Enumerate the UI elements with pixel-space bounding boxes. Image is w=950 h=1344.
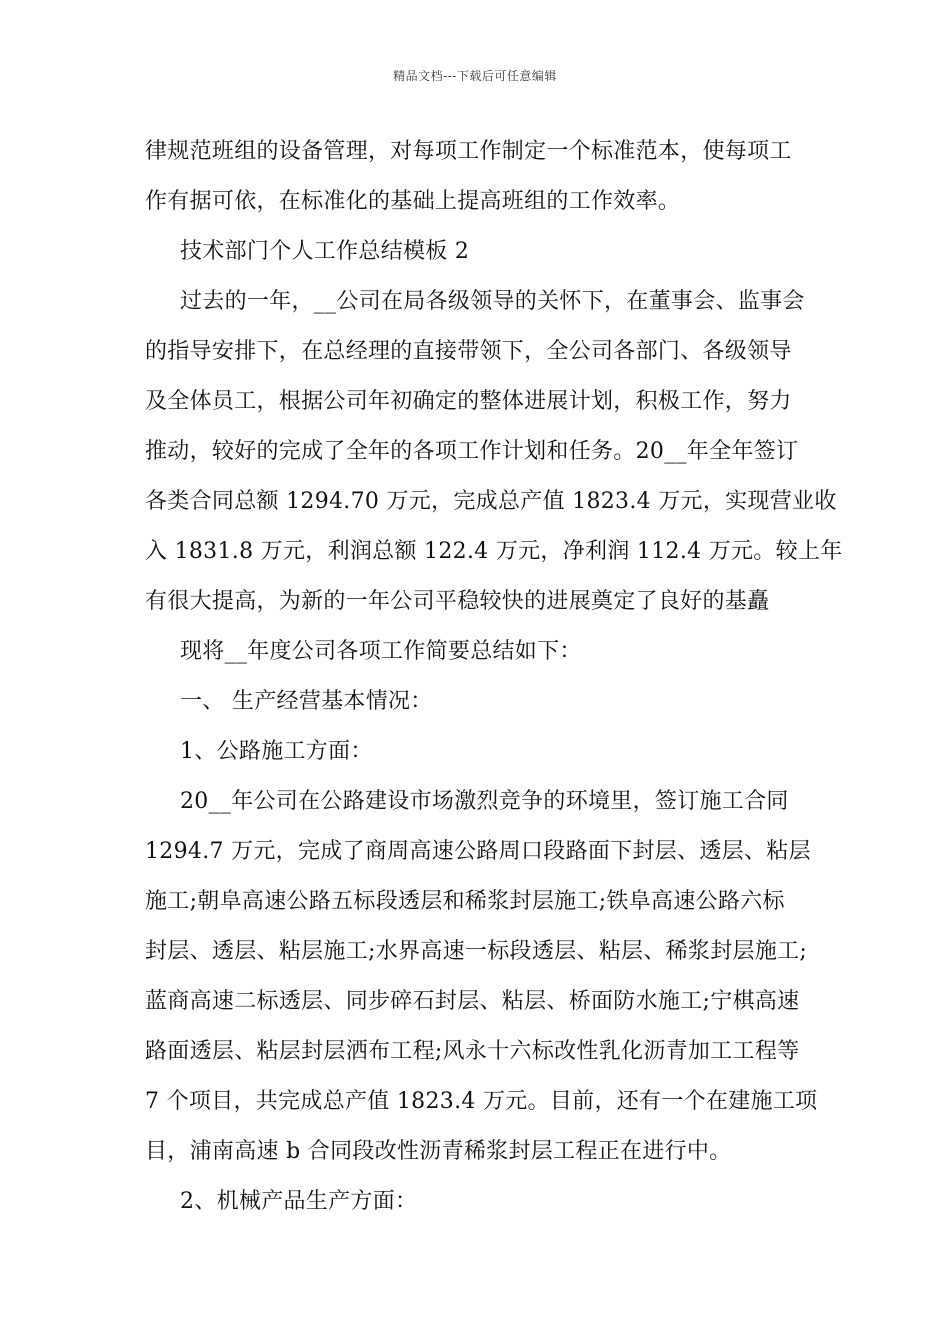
- body-line: 的指导安排下，在总经理的直接带领下，全公司各部门、各级领导: [145, 339, 792, 364]
- body-line: 7 个项目，共完成总产值 1823.4 万元。目前，还有一个在建施工项: [145, 1089, 818, 1114]
- body-line: 目，浦南高速 b 合同段改性沥青稀浆封层工程正在进行中。: [145, 1139, 732, 1164]
- body-line: 蓝商高速二标透层、同步碎石封层、粘层、桥面防水施工;宁棋高速: [145, 989, 800, 1014]
- body-line: 20__年公司在公路建设市场激烈竞争的环境里，签订施工合同: [180, 789, 789, 814]
- body-line: 有很大提高，为新的一年公司平稳较快的进展奠定了良好的基矗: [145, 589, 770, 614]
- body-line: 路面透层、粘层封层洒布工程;风永十六标改性乳化沥青加工工程等: [145, 1039, 800, 1064]
- body-line: 1294.7 万元，完成了商周高速公路周口段路面下封层、透层、粘层: [145, 839, 811, 864]
- body-line: 作有据可依，在标准化的基础上提高班组的工作效率。: [145, 189, 681, 214]
- section-title: 技术部门个人工作总结模板 2: [180, 239, 470, 264]
- body-line: 封层、透层、粘层施工;水界高速一标段透层、粘层、稀浆封层施工;: [145, 939, 808, 964]
- body-line: 各类合同总额 1294.70 万元，完成总产值 1823.4 万元，实现营业收: [145, 489, 837, 514]
- body-line: 及全体员工，根据公司年初确定的整体进展计划，积极工作，努力: [145, 389, 792, 414]
- body-line: 现将__年度公司各项工作简要总结如下：: [180, 639, 582, 664]
- subsection-heading: 2、机械产品生产方面：: [180, 1189, 418, 1214]
- section-heading: 一、 生产经营基本情况：: [180, 689, 433, 714]
- page-header: 精品文档---下载后可任意编辑: [393, 69, 557, 83]
- body-line: 推动，较好的完成了全年的各项工作计划和任务。20__年全年签订: [145, 439, 799, 464]
- body-line: 律规范班组的设备管理，对每项工作制定一个标准范本，使每项工: [145, 139, 792, 164]
- body-line: 过去的一年，__公司在局各级领导的关怀下，在董事会、监事会: [180, 289, 805, 314]
- subsection-heading: 1、公路施工方面：: [180, 739, 373, 764]
- body-line: 施工;朝阜高速公路五标段透层和稀浆封层施工;铁阜高速公路六标: [145, 889, 785, 914]
- body-line: 入 1831.8 万元，利润总额 122.4 万元，净利润 112.4 万元。较上年: [145, 539, 843, 564]
